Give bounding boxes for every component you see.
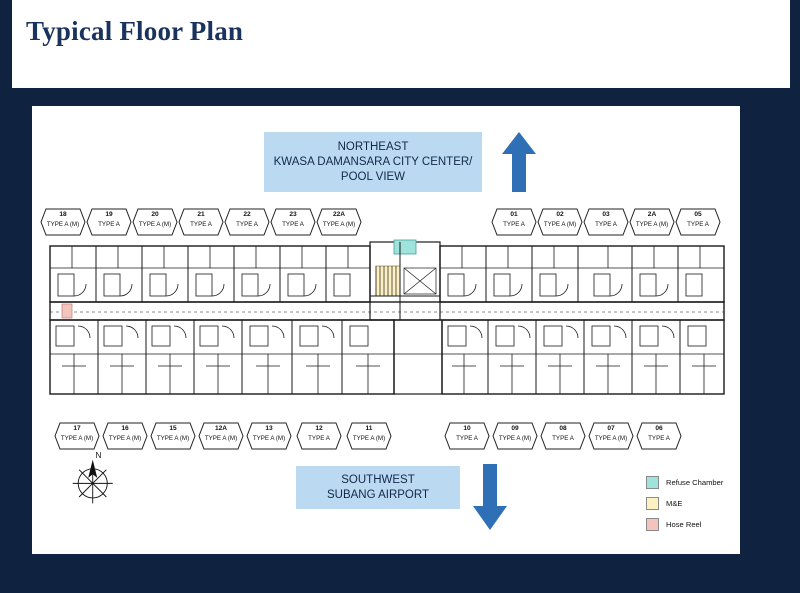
- unit-tag: [132, 208, 178, 236]
- unit-type: TYPE A (M): [543, 221, 577, 228]
- unit-type: TYPE A: [687, 221, 709, 228]
- compass-rose-icon: [60, 446, 120, 508]
- unit-number: 05: [694, 211, 702, 218]
- unit-tag: [492, 422, 538, 450]
- unit-type: TYPE A: [456, 435, 478, 442]
- floor-plan-card: [32, 106, 740, 554]
- unit-type: TYPE A: [308, 435, 330, 442]
- unit-number: 12A: [214, 425, 228, 432]
- unit-type: TYPE A (M): [108, 435, 142, 442]
- unit-number: 19: [105, 211, 113, 218]
- unit-tag: [270, 208, 316, 236]
- unit-type: TYPE A (M): [252, 435, 286, 442]
- unit-tag: [40, 208, 86, 236]
- unit-type: TYPE A: [503, 221, 525, 228]
- callout-northeast: [264, 132, 482, 192]
- unit-number: 08: [559, 425, 567, 432]
- unit-number: 13: [265, 425, 273, 432]
- legend-item: [646, 518, 756, 531]
- title-bar: [12, 0, 790, 88]
- unit-number: 01: [510, 211, 518, 218]
- unit-type: TYPE A: [190, 221, 212, 228]
- unit-type: TYPE A: [648, 435, 670, 442]
- right-navy-band: [790, 0, 800, 593]
- unit-tag: [86, 208, 132, 236]
- unit-tag: [540, 422, 586, 450]
- left-navy-band: [0, 0, 12, 593]
- arrow-down-icon: [468, 462, 512, 532]
- unit-number: 11: [365, 425, 373, 432]
- unit-tag: [491, 208, 537, 236]
- floor-plan-drawing: [42, 238, 732, 420]
- legend-swatch-me: [646, 497, 659, 510]
- unit-tag: [636, 422, 682, 450]
- unit-type: TYPE A: [236, 221, 258, 228]
- bottom-navy-band: [0, 585, 800, 593]
- legend: [646, 476, 756, 539]
- unit-number: 03: [602, 211, 610, 218]
- unit-type: TYPE A (M): [352, 435, 386, 442]
- unit-tag: [588, 422, 634, 450]
- unit-number: 17: [73, 425, 81, 432]
- unit-tag: [583, 208, 629, 236]
- legend-label: Hose Reel: [666, 520, 702, 529]
- legend-swatch-hose-reel: [646, 518, 659, 531]
- unit-tag: [316, 208, 362, 236]
- legend-swatch-refuse-chamber: [646, 476, 659, 489]
- unit-tag: [444, 422, 490, 450]
- unit-tag: [346, 422, 392, 450]
- unit-type: TYPE A: [282, 221, 304, 228]
- callout-northeast-line2: KWASA DAMANSARA CITY CENTER/: [273, 155, 473, 168]
- unit-type: TYPE A (M): [156, 435, 190, 442]
- unit-number: 12: [315, 425, 323, 432]
- unit-type: TYPE A (M): [46, 221, 80, 228]
- unit-number: 22A: [332, 211, 346, 218]
- callout-northeast-line1: NORTHEAST: [337, 140, 409, 153]
- unit-number: 21: [197, 211, 205, 218]
- unit-tag: [150, 422, 196, 450]
- unit-number: 10: [463, 425, 471, 432]
- page-title: Typical Floor Plan: [26, 16, 244, 46]
- unit-tag: [246, 422, 292, 450]
- unit-number: 16: [121, 425, 129, 432]
- unit-type: TYPE A (M): [594, 435, 628, 442]
- unit-tag: [537, 208, 583, 236]
- unit-tag: [224, 208, 270, 236]
- arrow-up-icon: [498, 130, 540, 194]
- unit-type: TYPE A (M): [635, 221, 669, 228]
- legend-item: [646, 497, 756, 510]
- unit-tag: [198, 422, 244, 450]
- unit-tag: [629, 208, 675, 236]
- unit-number: 23: [289, 211, 297, 218]
- unit-type: TYPE A: [98, 221, 120, 228]
- unit-tag: [178, 208, 224, 236]
- callout-southwest: [296, 466, 460, 509]
- unit-number: 15: [169, 425, 177, 432]
- unit-tag: [675, 208, 721, 236]
- legend-label: Refuse Chamber: [666, 478, 724, 487]
- unit-type: TYPE A: [595, 221, 617, 228]
- unit-type: TYPE A (M): [60, 435, 94, 442]
- unit-number: 07: [607, 425, 615, 432]
- callout-northeast-line3: POOL VIEW: [340, 170, 406, 183]
- legend-item: [646, 476, 756, 489]
- unit-number: 2A: [647, 211, 657, 218]
- compass-north-label: N: [95, 450, 102, 460]
- callout-southwest-line2: SUBANG AIRPORT: [326, 488, 430, 501]
- unit-tag: [296, 422, 342, 450]
- unit-type: TYPE A (M): [138, 221, 172, 228]
- legend-label: M&E: [666, 499, 683, 508]
- unit-type: TYPE A (M): [498, 435, 532, 442]
- unit-number: 06: [655, 425, 663, 432]
- unit-type: TYPE A: [552, 435, 574, 442]
- unit-type: TYPE A (M): [204, 435, 238, 442]
- unit-number: 22: [243, 211, 251, 218]
- unit-number: 02: [556, 211, 564, 218]
- unit-number: 20: [151, 211, 159, 218]
- unit-number: 18: [59, 211, 67, 218]
- unit-type: TYPE A (M): [322, 221, 356, 228]
- callout-southwest-line1: SOUTHWEST: [341, 473, 415, 486]
- unit-number: 09: [511, 425, 519, 432]
